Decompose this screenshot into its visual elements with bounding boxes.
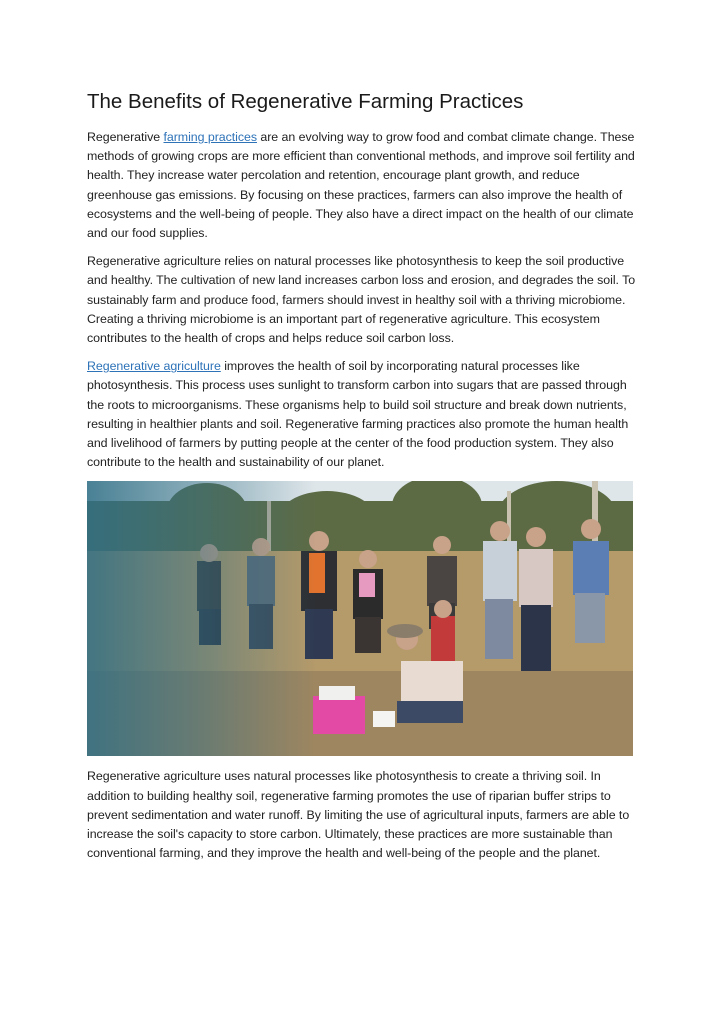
farming-practices-link[interactable]: farming practices: [163, 130, 257, 144]
overlay-gradient: [87, 481, 633, 756]
paragraph-2: Regenerative agriculture relies on natural processes like photosynthesis to keep the soil productive and healthy. The cultivation of new land increases carbon loss and erosion, and degrades the soil. To sustainably farm and produce food, farmers should invest in healthy soil with a thriving microbiome. Creating a thriving microbiome is an important part of regenerative agriculture. This ecosystem contributes to the health of crops and helps reduce soil carbon loss.: [87, 254, 636, 346]
article: [87, 88, 637, 872]
paragraph-4: Regenerative agriculture uses natural processes like photosynthesis to create a thriving soil. In addition to building healthy soil, regenerative farming promotes the use of riparian buffer strips to prevent sedimentation and water runoff. By limiting the use of agricultural inputs, farmers are able to increase the soil's capacity to store carbon. Ultimately, these practices are more sustainable than conventional farming, and they improve the health and well-being of the people and the planet.: [87, 769, 630, 861]
paragraph-1-lead: Regenerative: [87, 130, 164, 144]
paragraph-3-body: improves the health of soil by incorporating natural processes like photosynthesis. This process uses sunlight to transform carbon into sugars that are passed through the roots to microorganisms. These organisms help to build soil structure and break down nutrients, resulting in healthier plants and soil. Regenerative farming practices also promote the human health and livelihood of farmers by putting people at the center of the food production system. They also contribute to the health and sustainability of our planet.: [87, 359, 629, 470]
paragraph-1-body: are an evolving way to grow food and combat climate change. These methods of growing crops are more efficient than conventional methods, and improve soil fertility and health. They increase water percolation and retention, encourage plant growth, and reduce greenhouse gas emissions. By focusing on these practices, farmers can also improve the health of ecosystems and the well-being of people. They also have a direct impact on the health of our climate and our food supplies.: [87, 130, 635, 241]
field-photo: [87, 481, 633, 756]
article-title: The Benefits of Regenerative Farming Practices: [87, 90, 524, 113]
field-photo-illustration: [87, 481, 633, 756]
regenerative-agriculture-link[interactable]: Regenerative agriculture: [87, 359, 221, 374]
paragraph-3: [87, 357, 637, 472]
paragraph-1: [87, 128, 637, 243]
